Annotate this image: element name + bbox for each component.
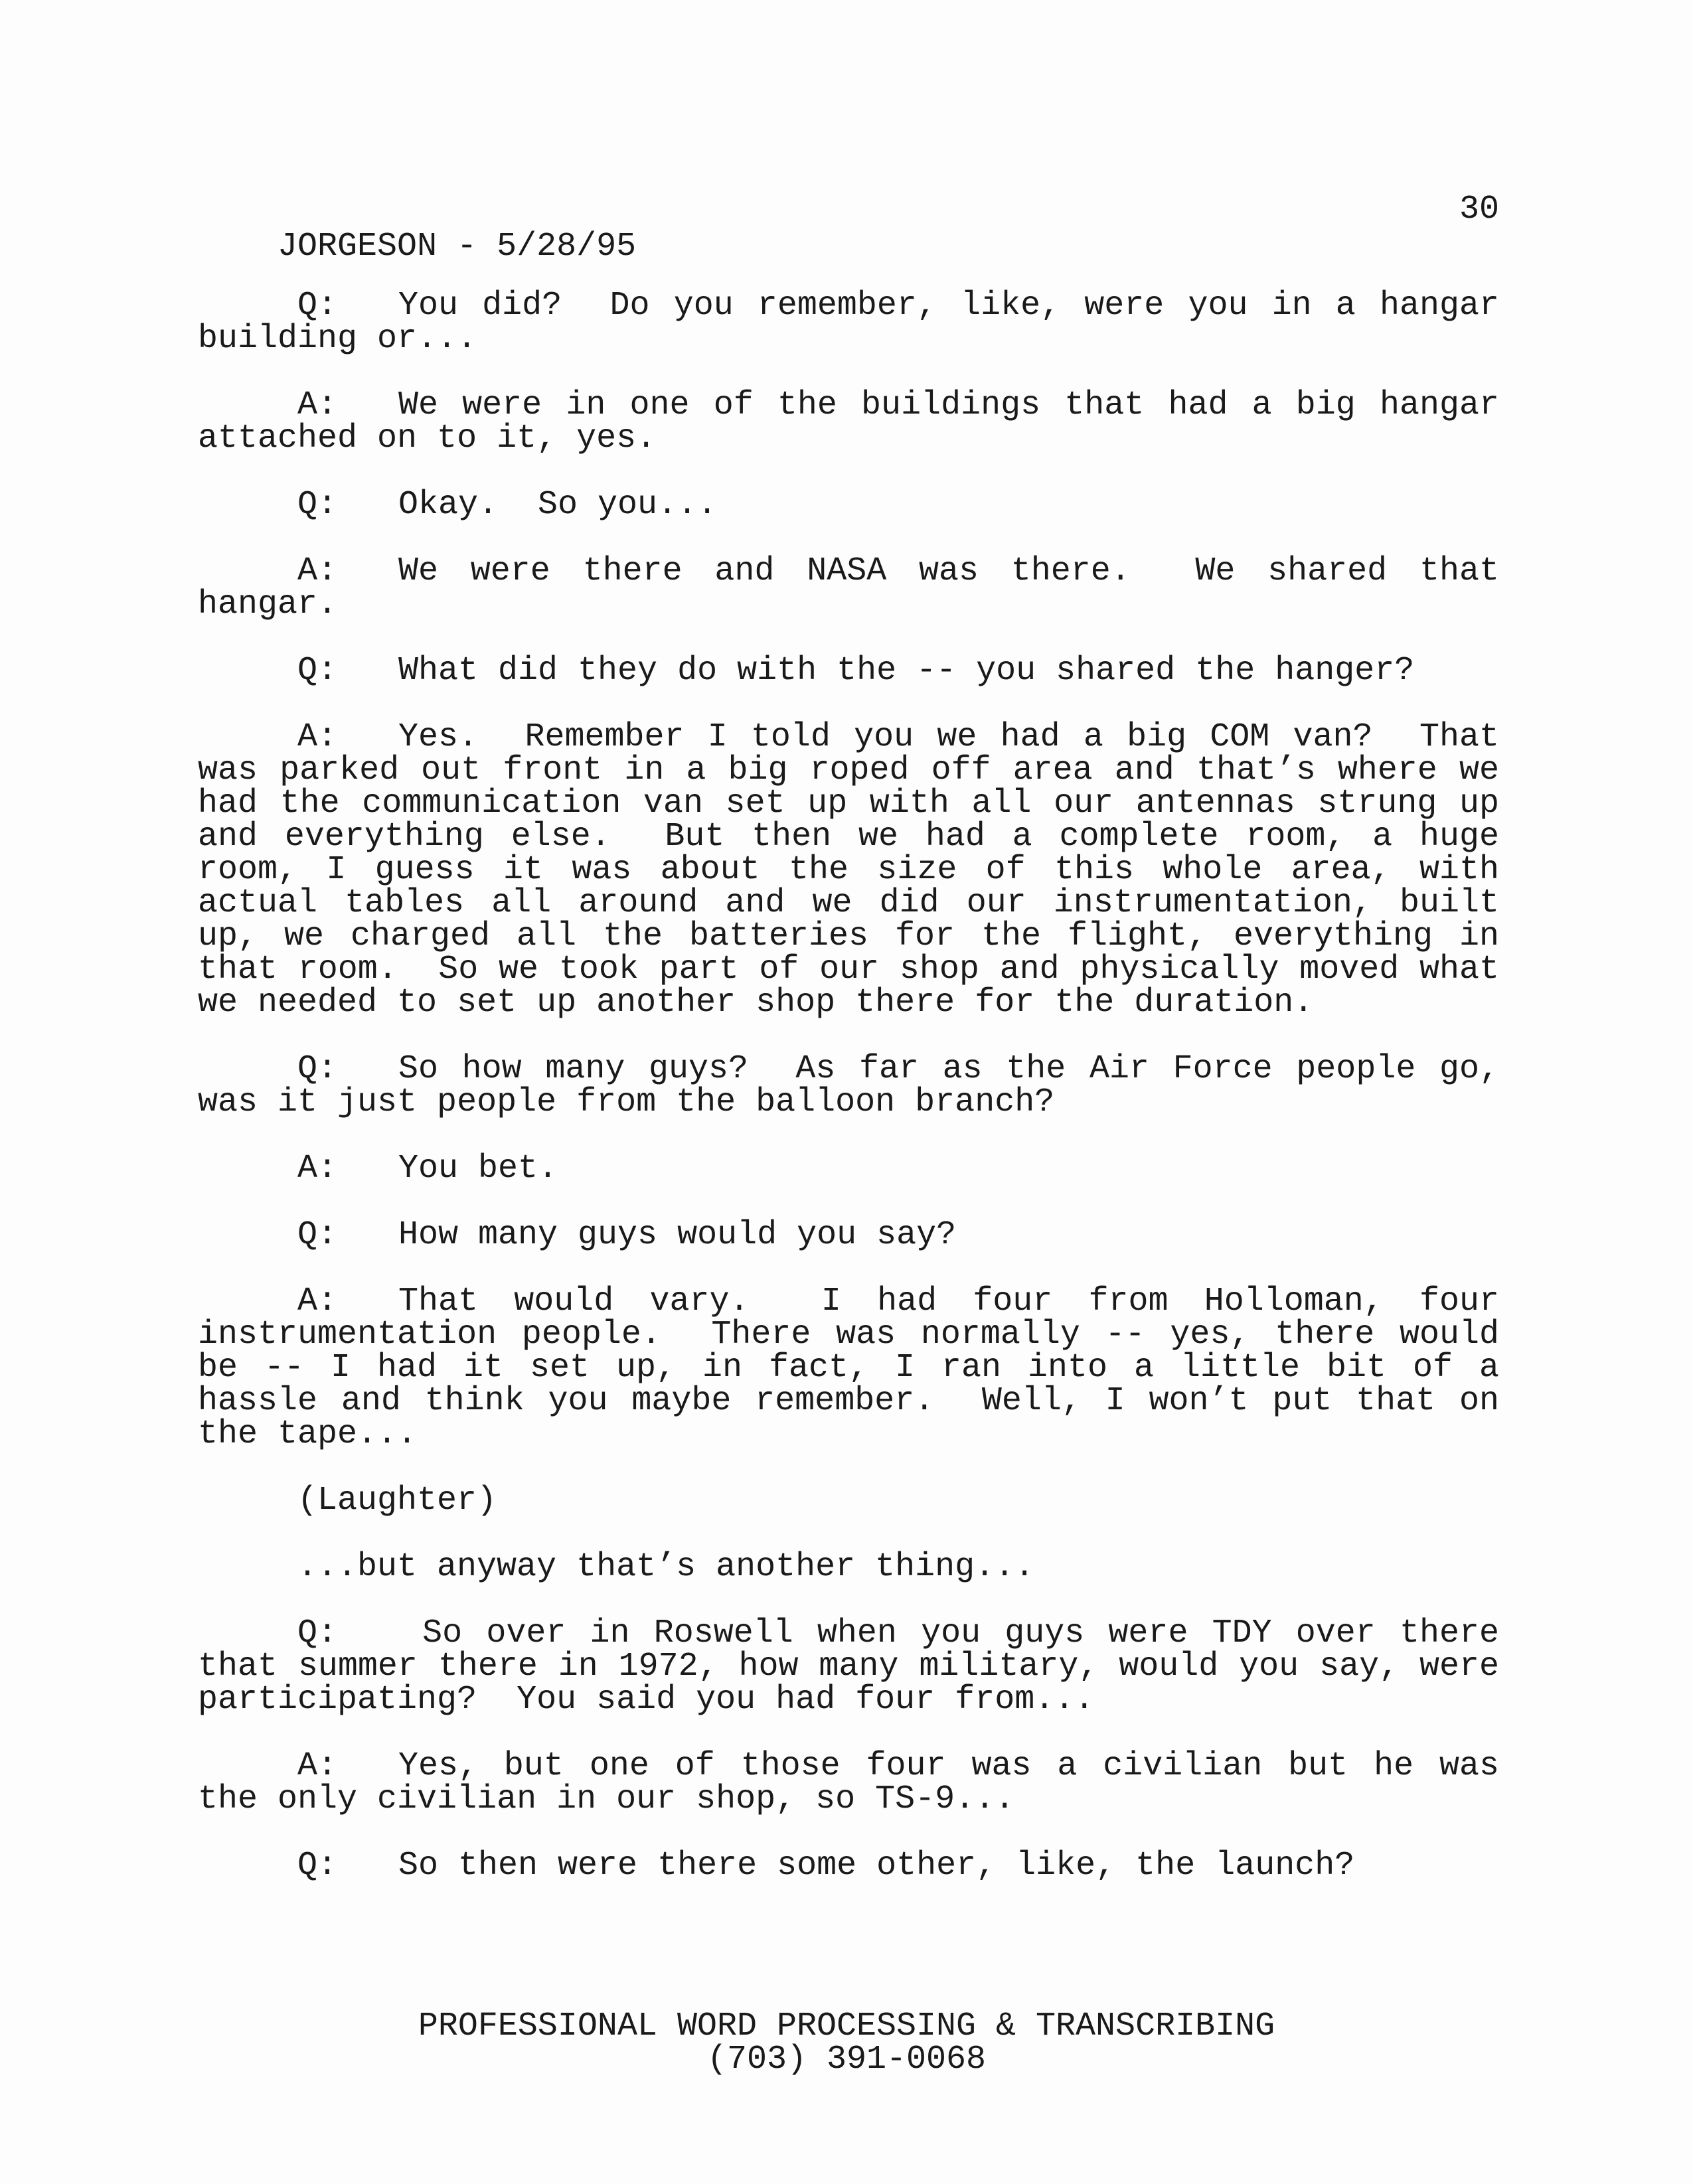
speaker-label: Q: — [297, 486, 338, 524]
paragraph-text: That would vary. I had four from Holloman, four instrumentation people. There was normally -- yes, there would be -- I had it set up, in fact, I ran into a little bit of a hassle and think you maybe remember. Well, I won’t put that on the tape... — [198, 1283, 1520, 1453]
page-footer — [0, 2007, 1693, 2078]
speaker-label: A: — [297, 386, 338, 424]
transcript-paragraph — [198, 1050, 1520, 1121]
paragraph-text: (Laughter) — [297, 1482, 497, 1520]
speaker-label: A: — [297, 1747, 338, 1785]
transcript-paragraph — [198, 486, 1499, 524]
transcript-paragraph — [198, 287, 1520, 358]
paragraph-text: So then were there some other, like, the launch? — [398, 1847, 1355, 1885]
speaker-label: Q: — [297, 1614, 338, 1652]
speaker-label: A: — [297, 1150, 338, 1188]
transcript-paragraph — [198, 1216, 1499, 1254]
footer-company: PROFESSIONAL WORD PROCESSING & TRANSCRIBING — [418, 2007, 1275, 2045]
transcript-paragraph — [198, 1152, 1499, 1186]
header-title: JORGESON - 5/28/95 — [278, 228, 637, 266]
page-number: 30 — [1459, 191, 1499, 228]
transcript-paragraph — [198, 1614, 1520, 1719]
speaker-label: Q: — [297, 652, 338, 690]
paragraph-text: You bet. — [398, 1150, 558, 1188]
transcript-paragraph — [198, 1747, 1520, 1818]
speaker-label: Q: — [297, 287, 338, 325]
speaker-label: A: — [297, 552, 338, 590]
paragraph-text: So how many guys? As far as the Air Force people go, was it just people from the balloon branch? — [198, 1050, 1520, 1121]
paragraph-text: We were there and NASA was there. We shared that hangar. — [198, 552, 1520, 623]
paragraph-text: We were in one of the buildings that had a big hangar attached on to it, yes. — [198, 386, 1520, 457]
transcript-paragraph — [198, 1548, 1499, 1586]
paragraph-text: How many guys would you say? — [398, 1216, 957, 1254]
speaker-label: Q: — [297, 1847, 338, 1885]
transcript-paragraph — [198, 718, 1520, 1022]
transcript-paragraph — [198, 652, 1499, 690]
paragraph-text: Yes, but one of those four was a civilian but he was the only civilian in our shop, so TS-9... — [198, 1747, 1520, 1818]
speaker-label: A: — [297, 718, 338, 756]
paragraph-text: ...but anyway that’s another thing... — [297, 1548, 1035, 1586]
paragraph-text: What did they do with the -- you shared the hanger? — [398, 652, 1415, 690]
paragraph-text: You did? Do you remember, like, were you in a hangar building or... — [198, 287, 1520, 358]
paragraph-text: Yes. Remember I told you we had a big COM van? That was parked out front in a big roped off area and that’s where we had the communication van set up with all our antennas strung up and everything else. But then we had a complete room, a huge room, I guess it was about the size of this whole area, with actual tables all around and we did our instrumentation, built up, we charged all the batteries for the flight, everything in that room. So we took part of our shop and physically moved what we needed to set up another shop there for the duration. — [198, 718, 1520, 1022]
transcript-body — [198, 287, 1520, 1916]
transcript-paragraph — [198, 386, 1520, 457]
footer-phone: (703) 391-0068 — [706, 2041, 987, 2078]
speaker-label: Q: — [297, 1216, 338, 1254]
paragraph-text: Okay. So you... — [398, 486, 718, 524]
transcript-paragraph — [198, 1484, 1499, 1518]
transcript-paragraph — [198, 1849, 1499, 1883]
paragraph-text: So over in Roswell when you guys were TDY over there that summer there in 1972, how many military, would you say, were participating? You said you had four from... — [198, 1614, 1520, 1719]
speaker-label: A: — [297, 1283, 338, 1320]
transcript-paragraph — [198, 552, 1520, 623]
speaker-label: Q: — [297, 1050, 338, 1088]
transcript-paragraph — [198, 1283, 1520, 1453]
